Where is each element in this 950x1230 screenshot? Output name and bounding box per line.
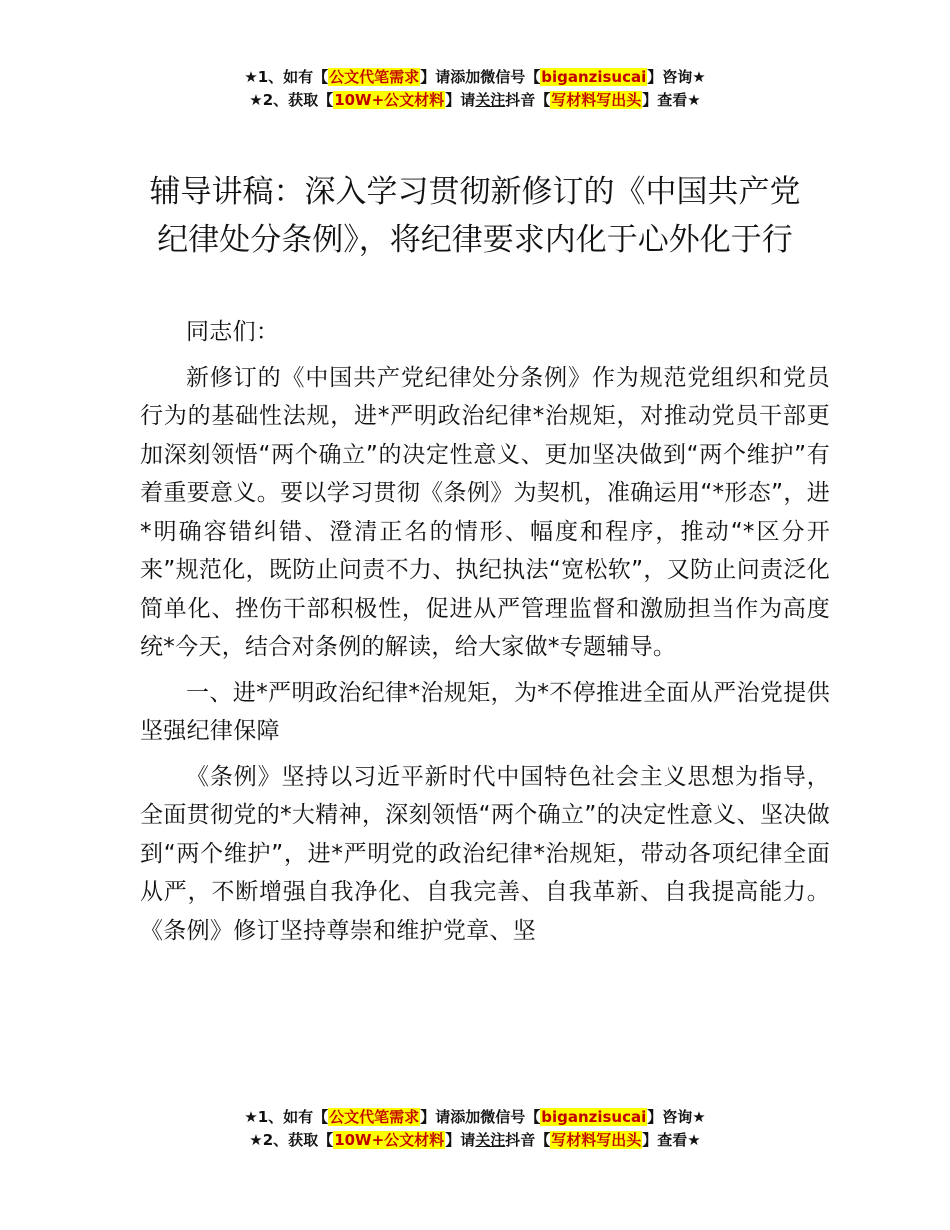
- header-promo-banner: [0, 66, 950, 112]
- promo-highlight: 10W+公文材料: [334, 1131, 445, 1149]
- promo-text: 】请添加微信号【: [420, 1108, 541, 1126]
- promo-text: 】查看★: [642, 91, 701, 109]
- promo-highlight: 公文代笔需求: [329, 1108, 420, 1126]
- promo-text: 】请添加微信号【: [420, 68, 541, 86]
- promo-text: 】请: [445, 1131, 476, 1149]
- promo-text: 】咨询★: [647, 1108, 706, 1126]
- promo-underlined-text: 关注: [475, 91, 506, 109]
- footer-promo-banner: [0, 1106, 950, 1152]
- body-paragraph: 《条例》坚持以习近平新时代中国特色社会主义思想为指导，全面贯彻党的*大精神，深刻领悟“两个确立”的决定性意义、坚决做到“两个维护”，进*严明党的政治纪律*治规矩，带动各项纪律全面从严，不断增强自我净化、自我完善、自我革新、自我提高能力。《条例》修订坚持尊崇和维护党章、坚: [140, 763, 830, 944]
- promo-underlined-text: 关注: [475, 1131, 506, 1149]
- promo-wechat-id: biganzisucai: [541, 1108, 647, 1126]
- document-title: 辅导讲稿：深入学习贯彻新修订的《中国共产党纪律处分条例》，将纪律要求内化于心外化于行: [149, 174, 801, 258]
- salutation-paragraph: 同志们：: [186, 319, 280, 345]
- document-body: [140, 313, 830, 957]
- promo-highlight: 公文代笔需求: [329, 68, 420, 86]
- promo-text: ★1、如有【: [244, 68, 329, 86]
- promo-text: 】查看★: [642, 1131, 701, 1149]
- section-heading: 一、进*严明政治纪律*治规矩，为*不停推进全面从严治党提供坚强纪律保障: [140, 679, 830, 744]
- promo-text: 】咨询★: [647, 68, 706, 86]
- body-paragraph: 新修订的《中国共产党纪律处分条例》作为规范党组织和党员行为的基础性法规，进*严明政治纪律*治规矩，对推动党员干部更加深刻领悟“两个确立”的决定性意义、更加坚决做到“两个维护”有着重要意义。要以学习贯彻《条例》为契机，准确运用“*形态”，进*明确容错纠错、澄清正名的情形、幅度和程序，推动“*区分开来”规范化，既防止问责不力、执纪执法“宽松软”，又防止问责泛化简单化、挫伤干部积极性，促进从严管理监督和激励担当作为高度统*今天，结合对条例的解读，给大家做*专题辅导。: [140, 364, 830, 660]
- footer-promo-line-1: [0, 1106, 950, 1129]
- promo-highlight: 10W+公文材料: [334, 91, 445, 109]
- promo-highlight: 写材料写出头: [551, 1131, 642, 1149]
- header-promo-line-1: [0, 66, 950, 89]
- promo-highlight: 写材料写出头: [551, 91, 642, 109]
- footer-promo-line-2: [0, 1129, 950, 1152]
- promo-text: 抖音【: [505, 1131, 551, 1149]
- promo-text: ★1、如有【: [244, 1108, 329, 1126]
- promo-text: ★2、获取【: [249, 1131, 334, 1149]
- promo-text: 】请: [445, 91, 476, 109]
- header-promo-line-2: [0, 89, 950, 112]
- promo-wechat-id: biganzisucai: [541, 68, 647, 86]
- promo-text: 抖音【: [505, 91, 551, 109]
- promo-text: ★2、获取【: [249, 91, 334, 109]
